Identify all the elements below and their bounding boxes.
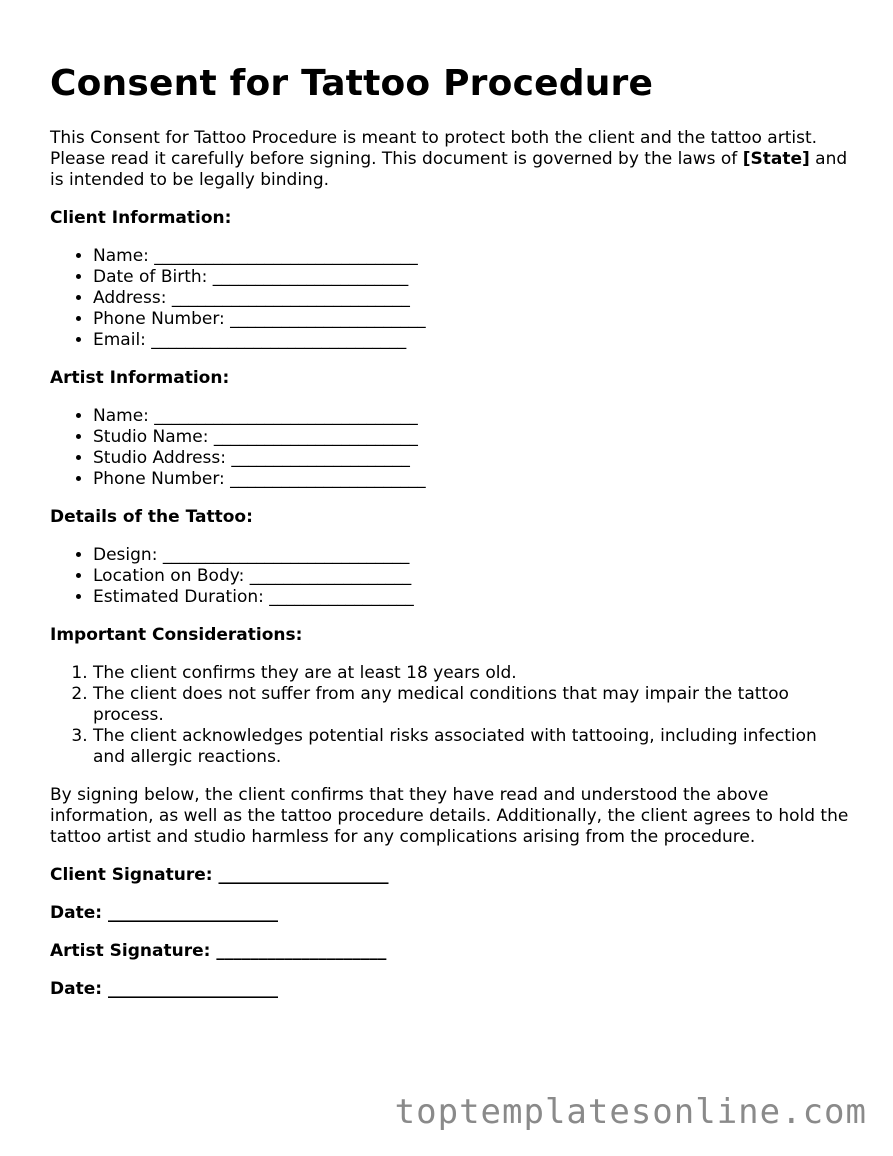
page-title: Consent for Tattoo Procedure: [50, 63, 654, 104]
tattoo-details-list: [50, 545, 850, 608]
artist-info-heading: Artist Information:: [50, 368, 230, 388]
studio-address-field: • Studio Address: _____________________: [93, 448, 850, 469]
client-name-field: • Name: _______________________________: [93, 246, 850, 267]
client-dob-field: • Date of Birth: _______________________: [93, 267, 850, 288]
closing-paragraph: By signing below, the client confirms that they have read and understood the above information, as well as the tattoo procedure details. Additionally, the client agrees to hold the tattoo artist and studio harmless for any complications arising from the procedure.: [50, 785, 849, 847]
considerations-heading: Important Considerations:: [50, 625, 303, 645]
client-info-list: [50, 246, 850, 351]
intro-text-before: This Consent for Tattoo Procedure is meant to protect both the client and the tattoo artist. Please read it carefully before signing. This document is governed by the laws of: [50, 128, 818, 169]
document-page: [50, 62, 850, 1017]
tattoo-details-heading: Details of the Tattoo:: [50, 507, 253, 527]
studio-name-field: • Studio Name: ________________________: [93, 427, 850, 448]
intro-paragraph: [50, 128, 850, 191]
client-info-heading: Client Information:: [50, 208, 232, 228]
client-signature-line: Client Signature: ____________________: [50, 865, 389, 885]
considerations-list: [50, 663, 850, 768]
intro-text-after: and is intended to be legally binding.: [50, 149, 848, 190]
artist-signature-line: Artist Signature: ____________________: [50, 941, 387, 961]
design-field: • Design: _____________________________: [93, 545, 850, 566]
artist-info-list: [50, 406, 850, 490]
artist-name-field: • Name: _______________________________: [93, 406, 850, 427]
consideration-item: 3. The client acknowledges potential risks associated with tattooing, including infection and allergic reactions.: [93, 726, 850, 768]
watermark: toptemplatesonline.com: [394, 1092, 867, 1132]
body-location-field: • Location on Body: ___________________: [93, 566, 850, 587]
duration-field: • Estimated Duration: _________________: [93, 587, 850, 608]
artist-phone-field: • Phone Number: _______________________: [93, 469, 850, 490]
client-address-field: • Address: ____________________________: [93, 288, 850, 309]
client-phone-field: • Phone Number: _______________________: [93, 309, 850, 330]
consideration-item: 2. The client does not suffer from any medical conditions that may impair the tattoo process.: [93, 684, 850, 726]
consideration-item: 1. The client confirms they are at least 18 years old.: [93, 663, 850, 684]
state-placeholder: [State]: [742, 149, 810, 169]
client-email-field: • Email: ______________________________: [93, 330, 850, 351]
client-date-line: Date: ____________________: [50, 903, 278, 923]
artist-date-line: Date: ____________________: [50, 979, 278, 999]
